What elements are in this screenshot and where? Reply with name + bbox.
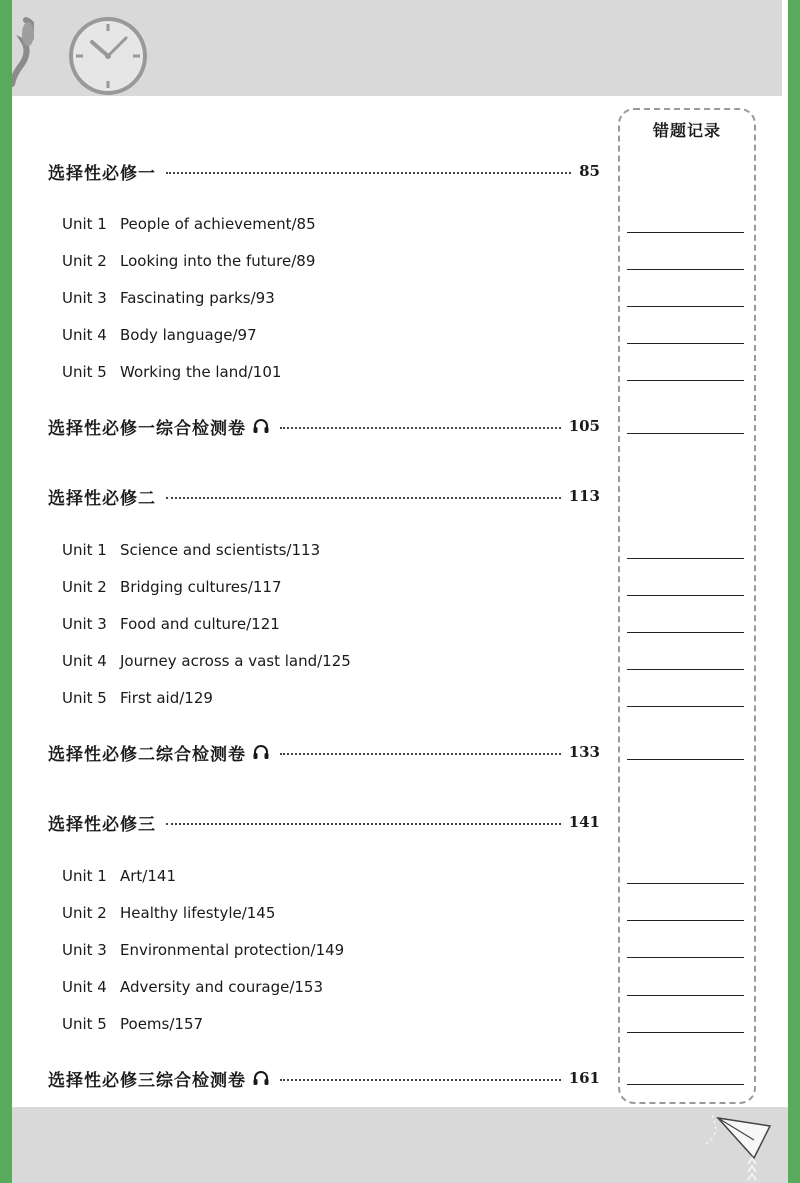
unit-title: Journey across a vast land/125	[120, 652, 351, 670]
cartoon-figure-icon	[12, 0, 34, 96]
toc-unit[interactable]	[62, 650, 351, 672]
toc-unit[interactable]	[62, 539, 320, 561]
unit-title: First aid/129	[120, 689, 213, 707]
toc-unit[interactable]	[62, 976, 323, 998]
unit-title: Looking into the future/89	[120, 252, 316, 270]
headphone-icon	[252, 743, 270, 761]
left-green-border	[0, 0, 12, 1183]
unit-title: Fascinating parks/93	[120, 289, 275, 307]
unit-title: Environmental protection/149	[120, 941, 345, 959]
unit-number: Unit 1	[62, 215, 107, 233]
dot-leader	[280, 753, 561, 755]
record-line[interactable]	[627, 433, 744, 434]
unit-title: Working the land/101	[120, 363, 282, 381]
unit-title: Food and culture/121	[120, 615, 280, 633]
unit-title: Healthy lifestyle/145	[120, 904, 276, 922]
toc-unit[interactable]	[62, 687, 213, 709]
section-page: 105	[568, 417, 600, 435]
right-green-border	[788, 0, 800, 1183]
toc-unit[interactable]	[62, 902, 275, 924]
footer-band	[12, 1107, 788, 1183]
record-line[interactable]	[627, 669, 744, 670]
record-line[interactable]	[627, 232, 744, 233]
unit-number: Unit 1	[62, 541, 107, 559]
record-line[interactable]	[627, 957, 744, 958]
toc-section[interactable]	[48, 414, 600, 438]
section-title: 选择性必修二综合检测卷	[48, 744, 246, 765]
toc-unit[interactable]	[62, 361, 281, 383]
unit-title: Art/141	[120, 867, 176, 885]
record-line[interactable]	[627, 1084, 744, 1085]
record-line[interactable]	[627, 995, 744, 996]
clock-icon	[66, 16, 150, 100]
dot-leader	[166, 497, 561, 499]
section-title: 选择性必修一	[48, 163, 156, 184]
unit-number: Unit 2	[62, 578, 107, 596]
toc-unit[interactable]	[62, 865, 176, 887]
dot-leader	[280, 427, 561, 429]
unit-title: Body language/97	[120, 326, 257, 344]
toc-section[interactable]	[48, 1066, 600, 1090]
section-title: 选择性必修三	[48, 814, 156, 835]
unit-number: Unit 3	[62, 941, 107, 959]
record-line[interactable]	[627, 558, 744, 559]
unit-number: Unit 5	[62, 363, 107, 381]
unit-number: Unit 4	[62, 978, 107, 996]
toc-section[interactable]	[48, 484, 600, 508]
error-record-title: 错题记录	[652, 121, 721, 140]
toc-unit[interactable]	[62, 250, 315, 272]
record-line[interactable]	[627, 595, 744, 596]
unit-title: Adversity and courage/153	[120, 978, 324, 996]
section-page: 141	[568, 813, 600, 831]
record-line[interactable]	[627, 632, 744, 633]
toc-unit[interactable]	[62, 939, 344, 961]
unit-number: Unit 2	[62, 252, 107, 270]
record-line[interactable]	[627, 269, 744, 270]
toc-unit[interactable]	[62, 213, 316, 235]
record-line[interactable]	[627, 1032, 744, 1033]
headphone-icon	[252, 1069, 270, 1087]
section-page: 85	[579, 162, 600, 180]
section-page: 113	[568, 487, 600, 505]
record-line[interactable]	[627, 883, 744, 884]
dot-leader	[166, 172, 571, 174]
unit-number: Unit 5	[62, 1015, 107, 1033]
record-line[interactable]	[627, 706, 744, 707]
unit-title: Poems/157	[120, 1015, 204, 1033]
toc-section[interactable]	[48, 159, 600, 183]
unit-number: Unit 1	[62, 867, 107, 885]
error-record-panel	[618, 108, 756, 1104]
toc-unit[interactable]	[62, 287, 275, 309]
toc-section[interactable]	[48, 810, 600, 834]
unit-number: Unit 4	[62, 652, 107, 670]
record-line[interactable]	[627, 343, 744, 344]
section-page: 133	[568, 743, 600, 761]
section-title: 选择性必修一综合检测卷	[48, 418, 246, 439]
paper-plane-icon	[704, 1110, 774, 1183]
unit-title: Bridging cultures/117	[120, 578, 282, 596]
record-line[interactable]	[627, 759, 744, 760]
unit-number: Unit 3	[62, 289, 107, 307]
unit-number: Unit 2	[62, 904, 107, 922]
toc-unit[interactable]	[62, 576, 282, 598]
record-line[interactable]	[627, 306, 744, 307]
headphone-icon	[252, 417, 270, 435]
unit-title: People of achievement/85	[120, 215, 316, 233]
record-line[interactable]	[627, 920, 744, 921]
dot-leader	[166, 823, 561, 825]
unit-title: Science and scientists/113	[120, 541, 321, 559]
record-line[interactable]	[627, 380, 744, 381]
toc-unit[interactable]	[62, 324, 257, 346]
unit-number: Unit 5	[62, 689, 107, 707]
unit-number: Unit 3	[62, 615, 107, 633]
section-page: 161	[568, 1069, 600, 1087]
dot-leader	[280, 1079, 561, 1081]
section-title: 选择性必修三综合检测卷	[48, 1070, 246, 1091]
toc-unit[interactable]	[62, 1013, 203, 1035]
unit-number: Unit 4	[62, 326, 107, 344]
toc-unit[interactable]	[62, 613, 280, 635]
section-title: 选择性必修二	[48, 488, 156, 509]
toc-section[interactable]	[48, 740, 600, 764]
